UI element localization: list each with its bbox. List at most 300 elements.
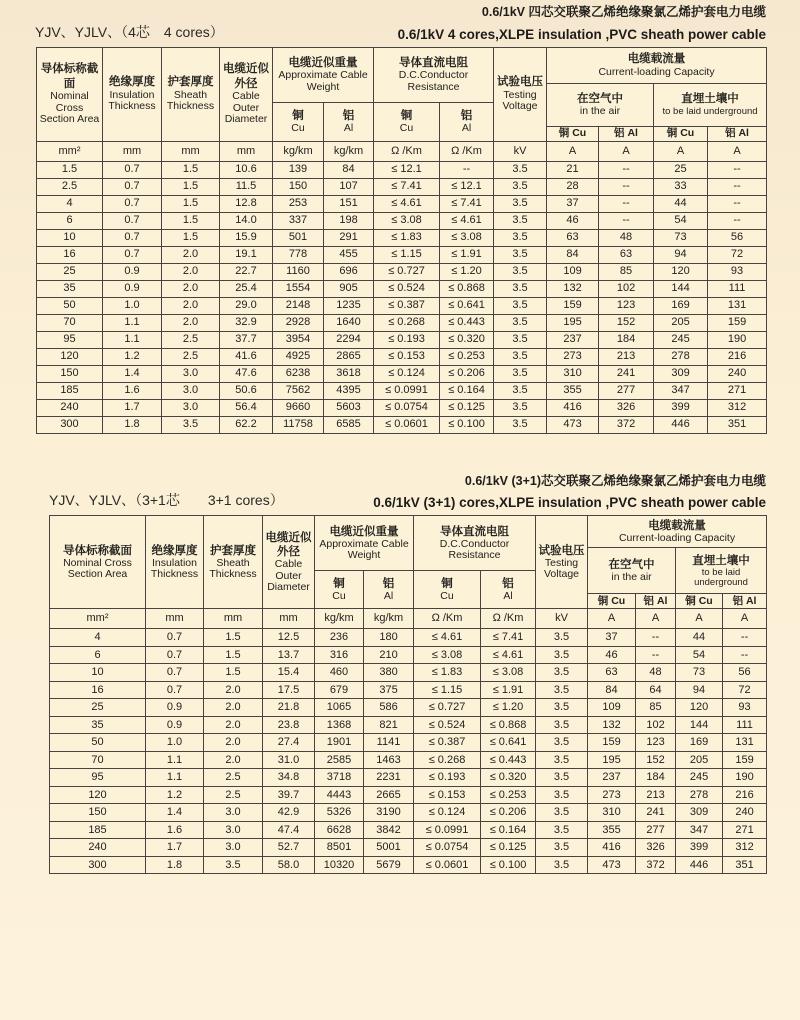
cell: 10320 — [315, 856, 364, 874]
cell: 190 — [708, 331, 767, 348]
cell: 47.6 — [220, 365, 273, 382]
cell: ≤ 0.268 — [414, 751, 481, 769]
cell: 47.4 — [263, 821, 315, 839]
cell: 3.5 — [536, 646, 588, 664]
cell: 1.2 — [103, 348, 162, 365]
unit-cell: A — [588, 609, 636, 629]
cell: 310 — [547, 365, 599, 382]
cell: 1.1 — [146, 751, 204, 769]
cell: ≤ 0.253 — [481, 786, 536, 804]
table1-title-zh: 0.6/1kV 四芯交联聚乙烯绝缘聚氯乙烯护套电力电缆 — [481, 5, 766, 19]
header-dc-al — [481, 571, 536, 609]
table-row — [37, 280, 767, 297]
cell: 37 — [588, 629, 636, 647]
cell: 0.7 — [146, 629, 204, 647]
header-underground — [676, 548, 767, 594]
table-row — [37, 178, 767, 195]
cell: 6238 — [273, 365, 324, 382]
cell: 159 — [547, 297, 599, 314]
cell: -- — [599, 212, 654, 229]
header-insulation — [103, 47, 162, 141]
cell: 3618 — [324, 365, 374, 382]
cell: 1141 — [364, 734, 414, 752]
header-underground — [654, 83, 767, 126]
cell: 64 — [636, 681, 676, 699]
cell: 50 — [50, 734, 146, 752]
cell: 372 — [599, 416, 654, 433]
table-row — [50, 699, 767, 717]
unit-cell: A — [708, 141, 767, 161]
cell: 102 — [636, 716, 676, 734]
cell: -- — [708, 195, 767, 212]
cell: 151 — [324, 195, 374, 212]
cell: 326 — [636, 839, 676, 857]
table-row — [37, 416, 767, 433]
cell: ≤ 3.08 — [374, 212, 440, 229]
cell: 1.2 — [146, 786, 204, 804]
cell: ≤ 0.206 — [481, 804, 536, 822]
cell: 1065 — [315, 699, 364, 717]
cell: 399 — [654, 399, 708, 416]
cell: 0.7 — [103, 212, 162, 229]
cell: 17.5 — [263, 681, 315, 699]
header-air-cu-label: 铜 Cu — [597, 594, 626, 607]
cell: 3.0 — [204, 821, 263, 839]
cell: 48 — [636, 664, 676, 682]
cell: 25 — [654, 161, 708, 178]
cell: 778 — [273, 246, 324, 263]
table-row — [37, 246, 767, 263]
table-row — [50, 751, 767, 769]
cell: 1160 — [273, 263, 324, 280]
cell: 19.1 — [220, 246, 273, 263]
cell: 375 — [364, 681, 414, 699]
table2-header — [50, 516, 767, 629]
header-air-al-label: 铝 Al — [643, 594, 668, 607]
cell: 821 — [364, 716, 414, 734]
table-row — [50, 821, 767, 839]
unit-cell: kg/km — [315, 609, 364, 629]
cell: ≤ 0.524 — [374, 280, 440, 297]
unit-cell: mm — [103, 141, 162, 161]
cell: 3.0 — [204, 839, 263, 857]
cell: 351 — [708, 416, 767, 433]
spec-table-3plus1 — [49, 515, 767, 874]
cell: 586 — [364, 699, 414, 717]
table2-model-label: YJV、YJLV、（3+1芯 3+1 cores） — [49, 492, 284, 509]
cell: 35 — [50, 716, 146, 734]
cell: 1.8 — [146, 856, 204, 874]
cell: 56.4 — [220, 399, 273, 416]
cell: 2.0 — [204, 699, 263, 717]
cell: 95 — [50, 769, 146, 787]
cell: 253 — [273, 195, 324, 212]
cell: 84 — [324, 161, 374, 178]
header-air-cu-label: 铜 Cu — [558, 127, 587, 140]
cell: ≤ 1.15 — [374, 246, 440, 263]
cell: 37 — [547, 195, 599, 212]
cell: 3.0 — [162, 382, 220, 399]
cell: 180 — [364, 629, 414, 647]
cell: 93 — [723, 699, 767, 717]
cell: ≤ 0.727 — [414, 699, 481, 717]
header-capacity-en: Current-loading Capacity — [598, 65, 715, 78]
cell: 2585 — [315, 751, 364, 769]
cell: 131 — [708, 297, 767, 314]
cell: 273 — [547, 348, 599, 365]
table-row — [50, 646, 767, 664]
cell: 25 — [50, 699, 146, 717]
cell: 11.5 — [220, 178, 273, 195]
header-dc-group — [374, 47, 494, 102]
cell: 237 — [588, 769, 636, 787]
cell: 3.5 — [536, 699, 588, 717]
cell: 2.5 — [162, 348, 220, 365]
header-sheath-en: Sheath Thickness — [166, 88, 215, 113]
cell: ≤ 0.153 — [414, 786, 481, 804]
cell: 3.5 — [536, 664, 588, 682]
cell: 107 — [324, 178, 374, 195]
cell: 1.6 — [146, 821, 204, 839]
cell: 241 — [599, 365, 654, 382]
cell: 3718 — [315, 769, 364, 787]
unit-cell: kg/km — [273, 141, 324, 161]
cell: 1.5 — [204, 629, 263, 647]
header-insulation — [146, 516, 204, 609]
cell: 184 — [599, 331, 654, 348]
cell: 6628 — [315, 821, 364, 839]
cell: 245 — [654, 331, 708, 348]
cell: 3.5 — [536, 629, 588, 647]
cell: 416 — [547, 399, 599, 416]
cell: 109 — [547, 263, 599, 280]
header-underground-al — [723, 594, 767, 609]
header-dc-en: D.C.Conductor Resistance — [439, 537, 510, 562]
header-capacity-zh: 电缆载流量 — [648, 519, 706, 532]
cell: 210 — [364, 646, 414, 664]
cell: 111 — [723, 716, 767, 734]
cell: ≤ 0.124 — [374, 365, 440, 382]
table-row — [37, 365, 767, 382]
table-row — [50, 629, 767, 647]
cell: 198 — [324, 212, 374, 229]
cell: 245 — [676, 769, 723, 787]
cell: 2.5 — [37, 178, 103, 195]
cell: 52.7 — [263, 839, 315, 857]
unit-cell: mm — [263, 609, 315, 629]
unit-cell: mm² — [37, 141, 103, 161]
cell: 2294 — [324, 331, 374, 348]
cell: 120 — [676, 699, 723, 717]
cell: ≤ 7.41 — [440, 195, 494, 212]
cell: 1.1 — [146, 769, 204, 787]
header-dc-cu-en: Cu — [440, 590, 454, 603]
cell: 12.8 — [220, 195, 273, 212]
unit-cell: mm — [220, 141, 273, 161]
cell: 205 — [676, 751, 723, 769]
cell: ≤ 0.253 — [440, 348, 494, 365]
cell: ≤ 0.0601 — [374, 416, 440, 433]
cell: ≤ 4.61 — [374, 195, 440, 212]
cell: 1.6 — [103, 382, 162, 399]
cell: 2.0 — [162, 246, 220, 263]
cell: 446 — [676, 856, 723, 874]
header-nominal-section-zh: 导体标称截面 — [40, 63, 99, 90]
cell: 169 — [676, 734, 723, 752]
cell: 123 — [636, 734, 676, 752]
cell: ≤ 0.100 — [481, 856, 536, 874]
cell: 94 — [654, 246, 708, 263]
cell: 347 — [654, 382, 708, 399]
cell: 337 — [273, 212, 324, 229]
cell: 56 — [723, 664, 767, 682]
table-row — [37, 382, 767, 399]
cell: 58.0 — [263, 856, 315, 874]
header-weight-en: Approximate Cable Weight — [278, 69, 368, 93]
header-capacity-en: Current-loading Capacity — [618, 532, 736, 545]
header-insulation-zh: 绝缘厚度 — [109, 76, 155, 89]
cell: 696 — [324, 263, 374, 280]
unit-cell: kg/km — [364, 609, 414, 629]
cell: 455 — [324, 246, 374, 263]
cell: 1.5 — [162, 195, 220, 212]
cell: 195 — [547, 314, 599, 331]
header-air-cu — [547, 126, 599, 141]
cell: 15.9 — [220, 229, 273, 246]
cell: ≤ 0.641 — [481, 734, 536, 752]
cell: 1463 — [364, 751, 414, 769]
cell: 271 — [723, 821, 767, 839]
cell: 144 — [654, 280, 708, 297]
cell: 21.8 — [263, 699, 315, 717]
cell: 0.7 — [103, 246, 162, 263]
cell: 46 — [588, 646, 636, 664]
cell: 278 — [654, 348, 708, 365]
table-row — [50, 786, 767, 804]
cell: 1640 — [324, 314, 374, 331]
cell: 22.7 — [220, 263, 273, 280]
header-underground-cu-label: 铜 Cu — [685, 594, 713, 607]
cell: ≤ 0.124 — [414, 804, 481, 822]
cell: 1.5 — [162, 161, 220, 178]
unit-cell: A — [599, 141, 654, 161]
cell: 72 — [723, 681, 767, 699]
cell: 0.9 — [146, 699, 204, 717]
cell: 195 — [588, 751, 636, 769]
header-underground-al — [708, 126, 767, 141]
header-nominal-section-zh: 导体标称截面 — [63, 544, 132, 557]
header-weight-cu-en: Cu — [332, 590, 346, 603]
cell: 4 — [50, 629, 146, 647]
table-row — [37, 212, 767, 229]
cell: 277 — [636, 821, 676, 839]
unit-cell: kV — [536, 609, 588, 629]
cell: 3.5 — [494, 348, 547, 365]
header-in-air — [547, 83, 654, 126]
header-voltage-en: Testing Voltage — [543, 556, 580, 581]
cell: 0.7 — [103, 161, 162, 178]
cell: ≤ 0.0754 — [414, 839, 481, 857]
cell: 159 — [588, 734, 636, 752]
cell: 2.0 — [162, 297, 220, 314]
header-weight-en: Approximate Cable Weight — [319, 537, 409, 562]
cell: 2.5 — [162, 331, 220, 348]
cell: 2148 — [273, 297, 324, 314]
unit-cell: mm — [146, 609, 204, 629]
cell: 3.0 — [204, 804, 263, 822]
table-row — [37, 229, 767, 246]
cell: 132 — [547, 280, 599, 297]
cell: 213 — [636, 786, 676, 804]
table-row — [50, 804, 767, 822]
cell: 1.8 — [103, 416, 162, 433]
cell: 3.5 — [536, 769, 588, 787]
cell: ≤ 0.320 — [440, 331, 494, 348]
header-underground-zh: 直埋土壤中 — [692, 554, 750, 567]
cell: ≤ 1.83 — [414, 664, 481, 682]
header-voltage-en: Testing Voltage — [502, 88, 538, 113]
cell: 3842 — [364, 821, 414, 839]
cell: ≤ 0.387 — [374, 297, 440, 314]
cell: 4925 — [273, 348, 324, 365]
table1-title-line — [0, 21, 800, 47]
cell: 159 — [723, 751, 767, 769]
cell: 0.7 — [146, 681, 204, 699]
header-weight-zh: 电缆近似重量 — [329, 525, 399, 538]
cell: 1.0 — [103, 297, 162, 314]
header-sheath — [204, 516, 263, 609]
header-nominal-section — [37, 47, 103, 141]
cell: 5326 — [315, 804, 364, 822]
cell: ≤ 0.125 — [481, 839, 536, 857]
cell: 3.5 — [494, 246, 547, 263]
cell: 139 — [273, 161, 324, 178]
cell: ≤ 12.1 — [440, 178, 494, 195]
cell: 1.5 — [162, 212, 220, 229]
cell: ≤ 4.61 — [414, 629, 481, 647]
cell: 309 — [676, 804, 723, 822]
cell: 42.9 — [263, 804, 315, 822]
cell: 241 — [636, 804, 676, 822]
cell: 131 — [723, 734, 767, 752]
header-sheath — [162, 47, 220, 141]
cell: ≤ 3.08 — [414, 646, 481, 664]
cell: -- — [723, 646, 767, 664]
header-nominal-section-en: Nominal Cross Section Area — [63, 556, 132, 581]
header-dc-group — [414, 516, 536, 571]
cell: ≤ 0.100 — [440, 416, 494, 433]
cell: 372 — [636, 856, 676, 874]
cell: 3.5 — [494, 212, 547, 229]
cell: 3.5 — [536, 734, 588, 752]
header-voltage — [536, 516, 588, 609]
header-underground-al-label: 铝 Al — [732, 594, 757, 607]
cell: 446 — [654, 416, 708, 433]
cell: 3.5 — [536, 804, 588, 822]
cell: 11758 — [273, 416, 324, 433]
cell: 240 — [723, 804, 767, 822]
cell: ≤ 0.193 — [374, 331, 440, 348]
cell: 309 — [654, 365, 708, 382]
cell: -- — [708, 161, 767, 178]
cell: ≤ 1.15 — [414, 681, 481, 699]
header-weight-al-zh: 铝 — [382, 577, 395, 590]
unit-cell: Ω /Km — [440, 141, 494, 161]
header-dc-zh: 导体直流电阻 — [440, 525, 510, 538]
cell: 278 — [676, 786, 723, 804]
cell: 63 — [588, 664, 636, 682]
cell: ≤ 0.164 — [440, 382, 494, 399]
cell: 473 — [588, 856, 636, 874]
header-dc-zh: 导体直流电阻 — [399, 56, 469, 69]
cell: -- — [440, 161, 494, 178]
cell: 50.6 — [220, 382, 273, 399]
header-insulation-en: Insulation Thickness — [108, 88, 156, 113]
cell: 54 — [676, 646, 723, 664]
cell: 1.5 — [162, 229, 220, 246]
cell: 5603 — [324, 399, 374, 416]
unit-cell: mm — [204, 609, 263, 629]
cell: 85 — [599, 263, 654, 280]
table-row — [50, 769, 767, 787]
header-weight-al — [324, 102, 374, 141]
header-in-air — [588, 548, 676, 594]
cell: 1368 — [315, 716, 364, 734]
header-diameter — [220, 47, 273, 141]
cell: 380 — [364, 664, 414, 682]
cell: 10 — [37, 229, 103, 246]
table1-model-label: YJV、YJLV、（4芯 4 cores） — [35, 23, 224, 40]
cell: 1.4 — [146, 804, 204, 822]
header-weight-al — [364, 571, 414, 609]
cell: 56 — [708, 229, 767, 246]
cell: 132 — [588, 716, 636, 734]
cell: 205 — [654, 314, 708, 331]
cell: 109 — [588, 699, 636, 717]
header-diameter-zh: 电缆近似外径 — [223, 63, 269, 90]
cell: -- — [599, 178, 654, 195]
cell: ≤ 3.08 — [440, 229, 494, 246]
cell: 84 — [588, 681, 636, 699]
cell: 2928 — [273, 314, 324, 331]
cell: 3.5 — [494, 229, 547, 246]
cell: 32.9 — [220, 314, 273, 331]
header-sheath-en: Sheath Thickness — [209, 556, 257, 581]
header-insulation-zh: 绝缘厚度 — [151, 544, 198, 557]
cell: 3.5 — [536, 839, 588, 857]
cell: 312 — [723, 839, 767, 857]
unit-cell: mm² — [50, 609, 146, 629]
cell: 1235 — [324, 297, 374, 314]
cell: 6 — [50, 646, 146, 664]
cell: 240 — [708, 365, 767, 382]
cell: ≤ 0.153 — [374, 348, 440, 365]
table-row — [37, 195, 767, 212]
header-underground-al-label: 铝 Al — [725, 127, 749, 140]
cell: 14.0 — [220, 212, 273, 229]
table-row — [37, 161, 767, 178]
cell: 25.4 — [220, 280, 273, 297]
cell: ≤ 0.0754 — [374, 399, 440, 416]
cell: 1554 — [273, 280, 324, 297]
cell: 15.4 — [263, 664, 315, 682]
cell: 28 — [547, 178, 599, 195]
cell: 3.0 — [162, 399, 220, 416]
cell: ≤ 1.83 — [374, 229, 440, 246]
header-weight-al-zh: 铝 — [342, 109, 355, 122]
table1-title-en: 0.6/1kV 4 cores,XLPE insulation ,PVC sheath power cable — [397, 26, 766, 42]
table-row — [37, 331, 767, 348]
